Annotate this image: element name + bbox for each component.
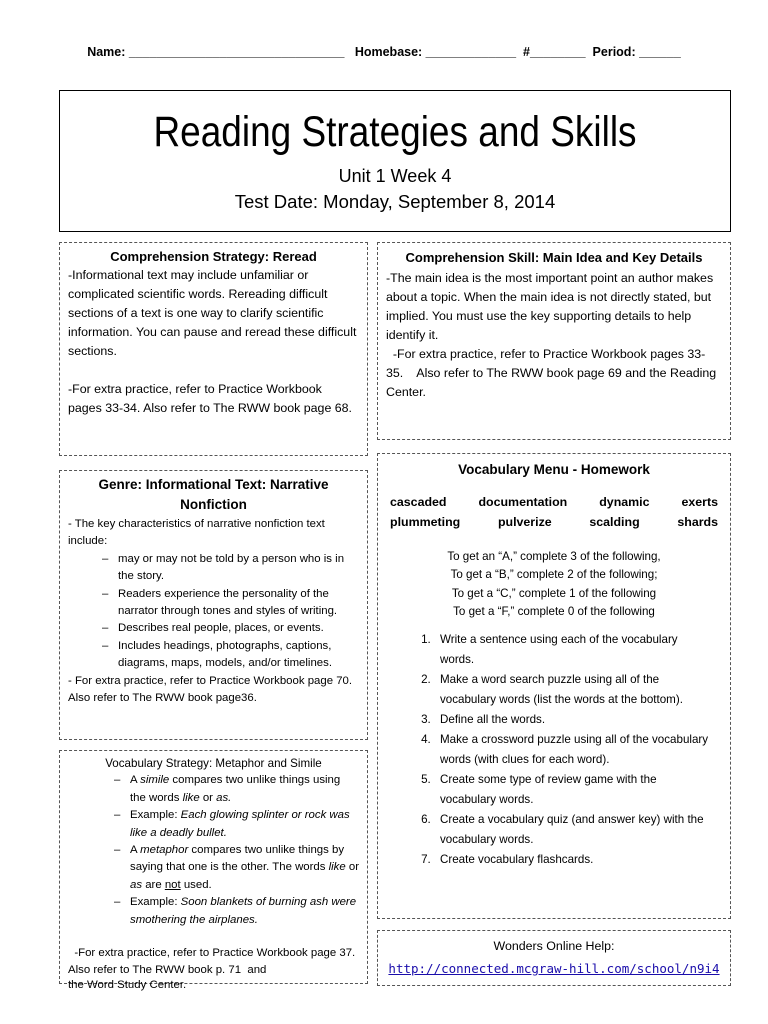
title-box	[59, 90, 731, 232]
comprehension-skill-box	[377, 242, 731, 440]
task-item: 4. Make a crossword puzzle using all of the vocabulary words (with clues for each word).	[434, 730, 714, 770]
student-info-line	[0, 45, 768, 59]
genre-practice: - For extra practice, refer to Practice Workbook page 70. Also refer to The RWW book page36.	[68, 674, 353, 705]
name-field[interactable]: Name: _______________________________	[87, 45, 345, 59]
vocab-word: cascaded	[390, 495, 447, 509]
vocab-word: documentation	[478, 495, 568, 509]
grade-line: To get a “B,” complete 2 of the following;	[450, 568, 658, 582]
grade-line: To get a “F,” complete 0 of the following	[453, 605, 655, 619]
list-item: – may or may not be told by a person who is in the story.	[102, 551, 359, 586]
vocab-strategy-list	[68, 772, 359, 929]
vocab-word: scalding	[589, 515, 640, 529]
vocab-menu-box	[377, 453, 731, 919]
vocab-word-list	[382, 493, 726, 532]
task-item: 3. Define all the words.	[434, 710, 714, 730]
vocab-strategy-box	[59, 750, 368, 991]
task-item: 1. Write a sentence using each of the vocabulary words.	[434, 630, 714, 670]
vocab-strategy-heading: Vocabulary Strategy: Metaphor and Simile	[105, 757, 322, 770]
list-item: – Example: Soon blankets of burning ash were smothering the airplanes.	[114, 894, 359, 929]
genre-heading: Genre: Informational Text: Narrative Nonfiction	[98, 477, 329, 512]
vocab-menu-heading: Vocabulary Menu - Homework	[458, 462, 650, 477]
online-help-label: Wonders Online Help:	[493, 939, 615, 953]
list-item: – Describes real people, places, or events.	[102, 620, 359, 637]
list-item: – A simile compares two unlike things using the words like or as.	[114, 772, 359, 807]
homebase-field[interactable]: Homebase: _____________	[354, 45, 517, 59]
task-item: 5. Create some type of review game with the vocabulary words.	[434, 770, 714, 810]
test-date: Test Date: Monday, September 8, 2014	[234, 191, 556, 212]
genre-box	[59, 470, 368, 740]
genre-intro: - The key characteristics of narrative nonfiction text include:	[68, 518, 325, 548]
task-item: 2. Make a word search puzzle using all of the vocabulary words (list the words at the bottom).	[434, 670, 714, 710]
task-list	[382, 630, 726, 870]
number-field[interactable]: #________	[523, 45, 586, 59]
page-title: Reading Strategies and Skills	[153, 108, 637, 156]
grade-line: To get a “C,” complete 1 of the following	[451, 586, 657, 600]
online-help-link[interactable]: http://connected.mcgraw-hill.com/school/n9i4	[388, 961, 720, 976]
grade-requirements	[382, 548, 726, 622]
vocab-word: dynamic	[599, 495, 650, 509]
comprehension-strategy-box	[59, 242, 368, 456]
list-item: – A metaphor compares two unlike things by saying that one is the other. The words like or as are not used.	[114, 842, 359, 894]
vocab-strategy-practice: -For extra practice, refer to Practice Workbook page 37. Also refer to The RWW book p. 71 and	[68, 947, 361, 977]
comprehension-strategy-heading: Comprehension Strategy: Reread	[110, 249, 317, 264]
comprehension-skill-heading: Comprehension Skill: Main Idea and Key Details	[405, 250, 703, 265]
genre-list	[68, 551, 359, 673]
task-item: 7. Create vocabulary flashcards.	[434, 850, 714, 870]
vocab-word: plummeting	[390, 515, 461, 529]
vocab-strategy-practice-cut: the Word Study Center.	[68, 978, 187, 991]
comprehension-skill-text: -The main idea is the most important point an author makes about a topic. When the main idea is not directly stated, but implied. You must use the key supporting details to help identify it.	[386, 271, 714, 342]
list-item: – Includes headings, photographs, captions, diagrams, maps, models, and/or timelines.	[102, 638, 359, 673]
unit-label: Unit 1 Week 4	[338, 166, 452, 186]
period-field[interactable]: Period: ______	[592, 45, 681, 59]
grade-line: To get an “A,” complete 3 of the following,	[447, 550, 661, 563]
vocab-word: exerts	[681, 495, 718, 509]
comprehension-skill-practice: -For extra practice, refer to Practice Workbook pages 33-35. Also refer to The RWW book page 69 and the Reading Center.	[386, 347, 720, 399]
list-item: – Readers experience the personality of the narrator through tones and styles of writing.	[102, 586, 359, 621]
online-help-box	[377, 930, 731, 986]
vocab-word: shards	[677, 515, 718, 529]
task-item: 6. Create a vocabulary quiz (and answer key) with the vocabulary words.	[434, 810, 714, 850]
comprehension-strategy-practice: -For extra practice, refer to Practice Workbook pages 33-34. Also refer to The RWW book page 68.	[68, 382, 353, 415]
vocab-word: pulverize	[497, 515, 552, 529]
comprehension-strategy-text: -Informational text may include unfamiliar or complicated scientific words. Rereading difficult sections of a text is one way to clarify scientific information. You can pause and reread these difficult sections.	[68, 268, 357, 358]
list-item: – Example: Each glowing splinter or rock was like a deadly bullet.	[114, 807, 359, 842]
